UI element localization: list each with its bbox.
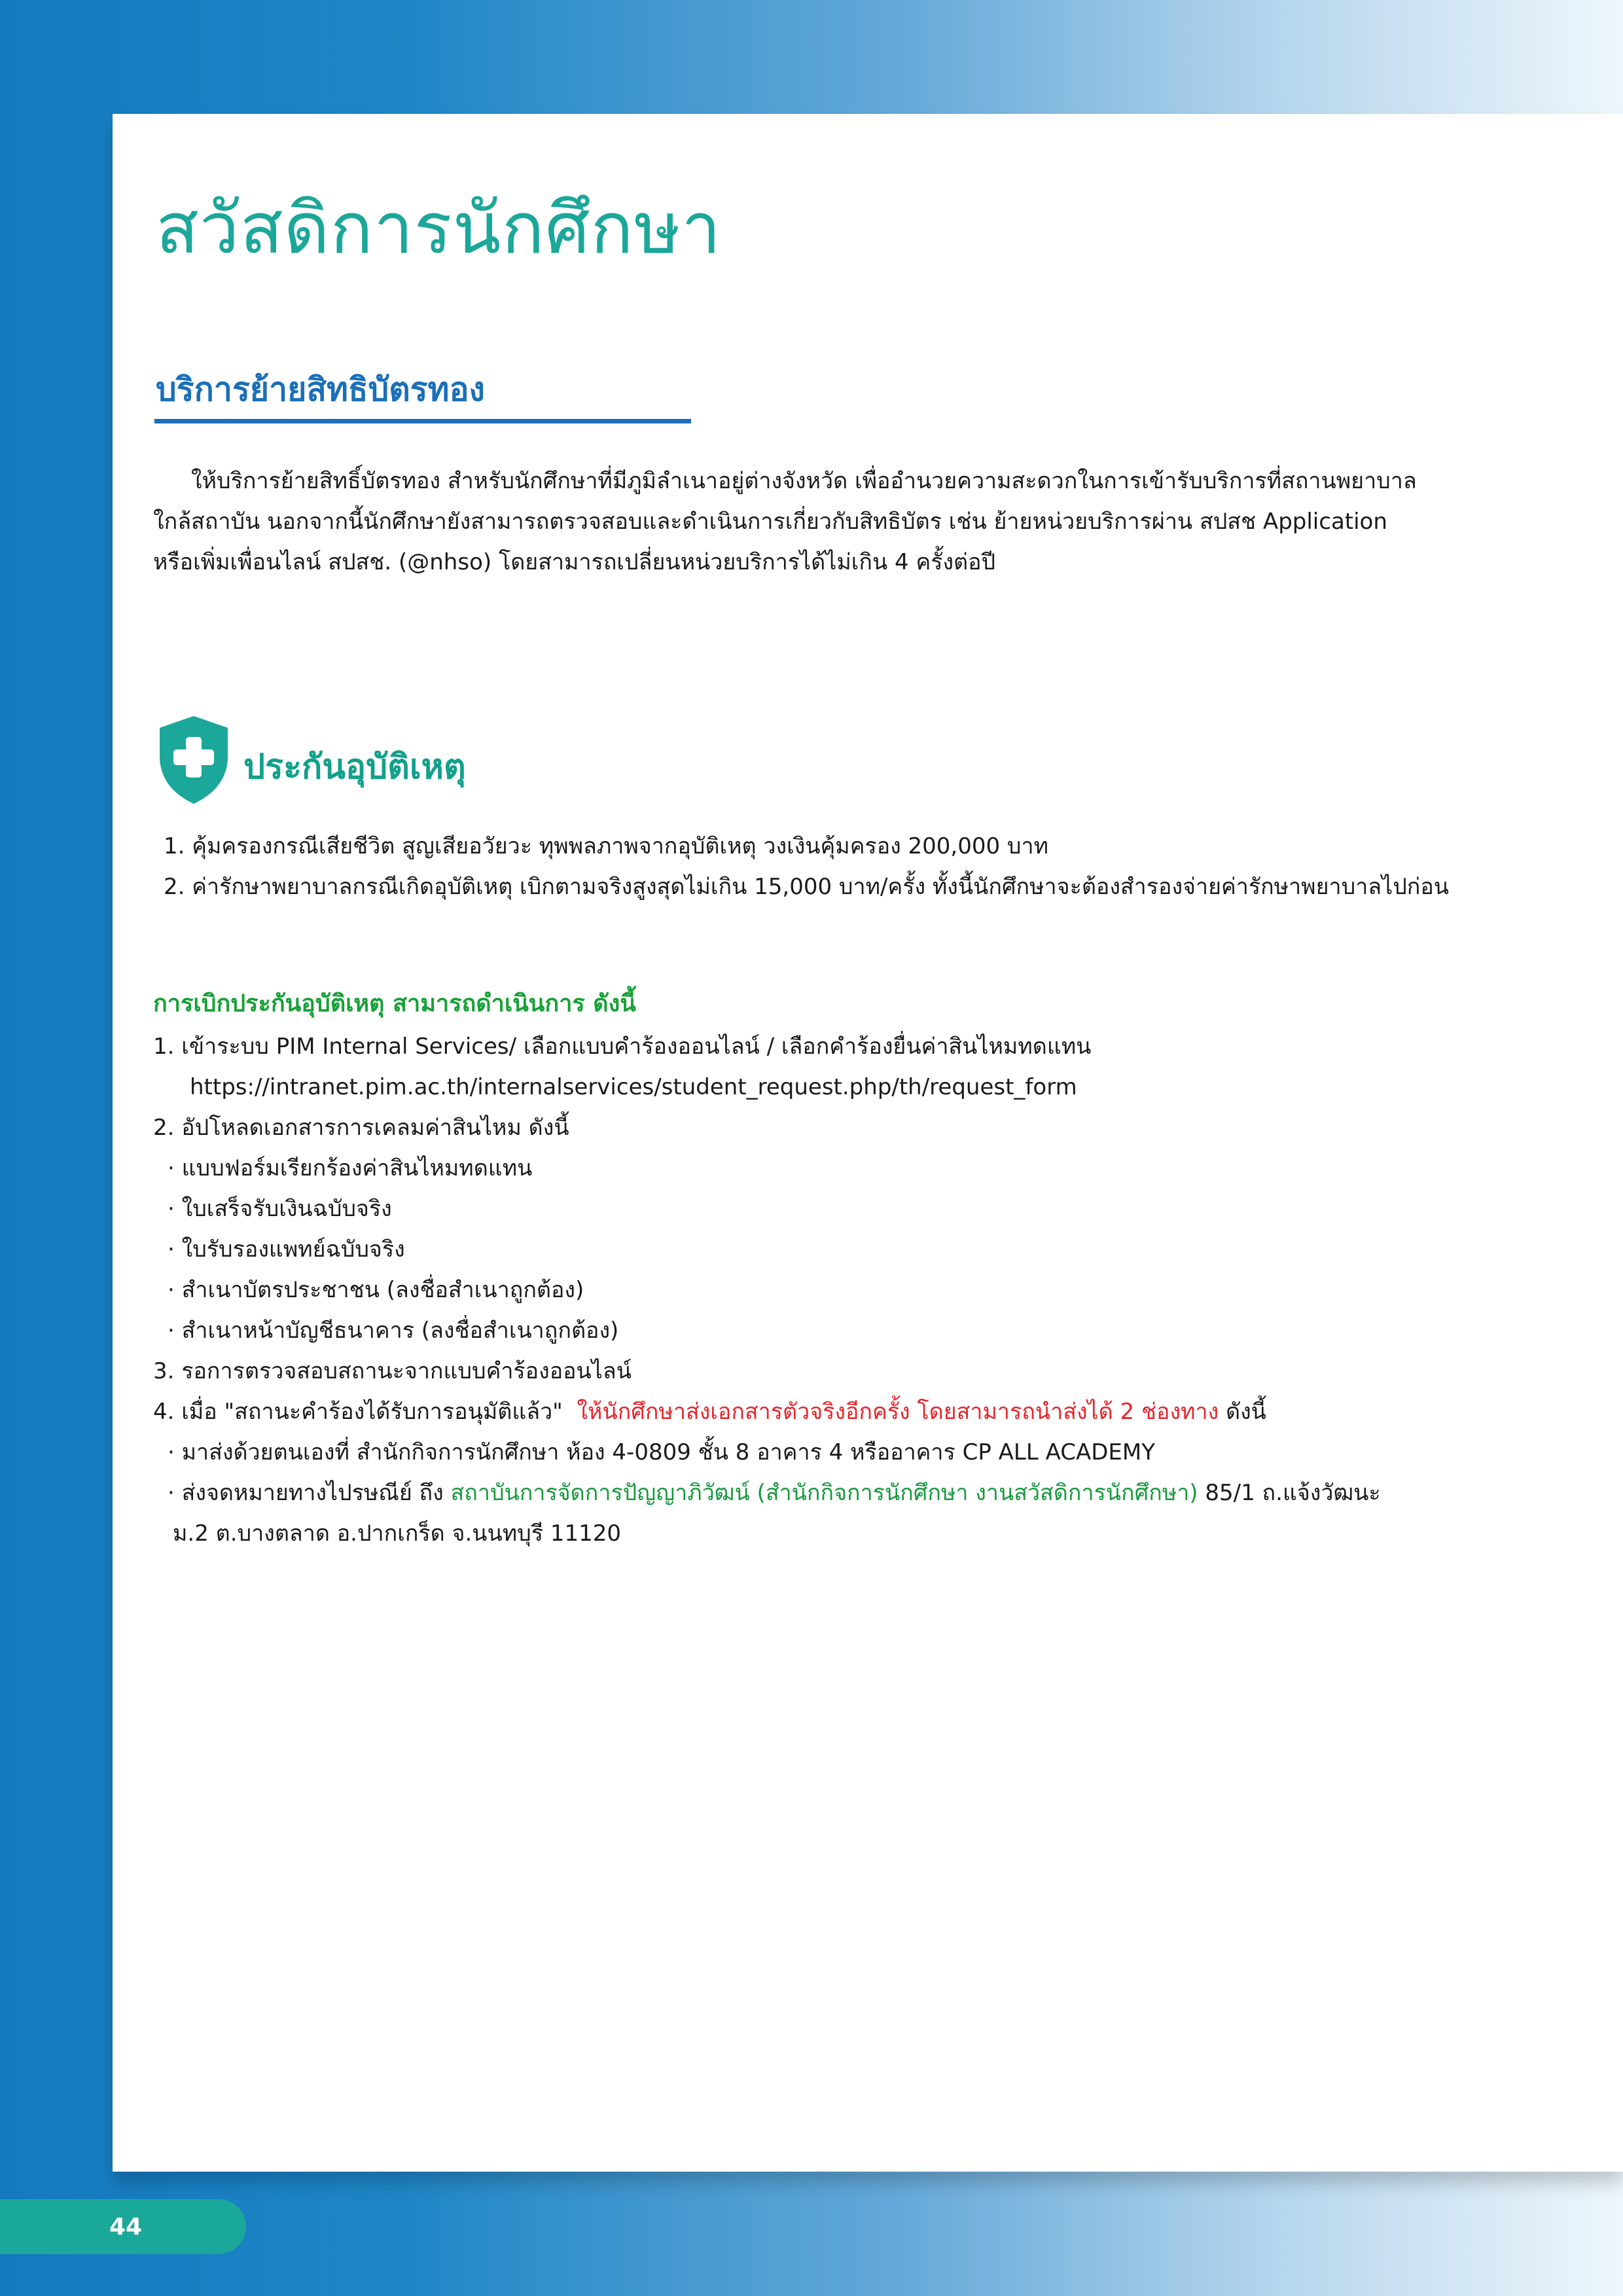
page-number-badge: 44 <box>0 2199 246 2254</box>
gold-card-heading: บริการย้ายสิทธิบัตรทอง <box>156 370 485 408</box>
step-4 <box>153 1391 1613 1432</box>
channel-mail-recipient: สถาบันการจัดการปัญญาภิวัฒน์ (สำนักกิจการนักศึกษา งานสวัสดิการนักศึกษา) <box>450 1480 1198 1506</box>
paragraph-line: หรือเพิ่มเพื่อนไลน์ สปสช. (@nhso) โดยสามารถเปลี่ยนหน่วยบริการได้ไม่เกิน 4 ครั้งต่อปี <box>153 549 996 575</box>
channel-mail-address-cont: ม.2 ต.บางตลาด อ.ปากเกร็ด จ.นนทบุรี 11120 <box>173 1520 621 1547</box>
document-item: · สำเนาหน้าบัญชีธนาคาร (ลงชื่อสำเนาถูกต้อง) <box>168 1318 619 1344</box>
channel-mail <box>153 1473 1613 1513</box>
claim-steps <box>153 1026 1613 1554</box>
shield-plus-icon <box>154 713 233 806</box>
channel-mail-address: 85/1 ถ.แจ้งวัฒนะ <box>1205 1480 1381 1506</box>
list-item: 1. คุ้มครองกรณีเสียชีวิต สูญเสียอวัยวะ ทุพพลภาพจากอุบัติเหตุ วงเงินคุ้มครอง 200,000 บาท <box>164 833 1049 859</box>
step-4-suffix: ดังนี้ <box>1226 1399 1266 1425</box>
paragraph-line: ใกล้สถาบัน นอกจากนี้นักศึกษายังสามารถตรวจสอบและดำเนินการเกี่ยวกับสิทธิบัตร เช่น ย้ายหน่วยบริการผ่าน สปสช Application <box>153 509 1387 535</box>
claim-heading: การเบิกประกันอุบัติเหตุ สามารถดำเนินการ ดังนี้ <box>153 990 636 1017</box>
insurance-list <box>156 826 1609 907</box>
list-item: 2. ค่ารักษาพยาบาลกรณีเกิดอุบัติเหตุ เบิกตามจริงสูงสุดไม่เกิน 15,000 บาท/ครั้ง ทั้งนี้นักศึกษาจะต้องสำรองจ่ายค่ารักษาพยาบาลไปก่อน <box>164 874 1450 900</box>
page-title: สวัสดิการนักศึกษา <box>156 188 722 270</box>
insurance-heading: ประกันอุบัติเหตุ <box>243 747 466 787</box>
step-1: 1. เข้าระบบ PIM Internal Services/ เลือกแบบคำร้องออนไลน์ / เลือกคำร้องยื่นค่าสินไหมทดแทน <box>153 1033 1092 1060</box>
step-4-prefix: 4. เมื่อ "สถานะคำร้องได้รับการอนุมัติแล้ว" <box>153 1399 563 1425</box>
document-item: · สำเนาบัตรประชาชน (ลงชื่อสำเนาถูกต้อง) <box>168 1277 584 1303</box>
step-4-highlight: ให้นักศึกษาส่งเอกสารตัวจริงอีกครั้ง โดยสามารถนำส่งได้ 2 ช่องทาง <box>577 1399 1219 1425</box>
section-underline <box>154 419 691 423</box>
gold-card-paragraph <box>153 461 1580 583</box>
channel-in-person: · มาส่งด้วยตนเองที่ สำนักกิจการนักศึกษา ห้อง 4-0809 ชั้น 8 อาคาร 4 หรืออาคาร CP ALL ACADEMY <box>168 1439 1156 1465</box>
step-3: 3. รอการตรวจสอบสถานะจากแบบคำร้องออนไลน์ <box>153 1358 632 1384</box>
document-page <box>113 114 1623 2172</box>
document-item: · ใบเสร็จรับเงินฉบับจริง <box>168 1196 392 1222</box>
document-item: · แบบฟอร์มเรียกร้องค่าสินไหมทดแทน <box>168 1155 533 1181</box>
channel-mail-prefix: · ส่งจดหมายทางไปรษณีย์ ถึง <box>168 1480 444 1506</box>
step-2: 2. อัปโหลดเอกสารการเคลมค่าสินไหม ดังนี้ <box>153 1115 569 1141</box>
document-item: · ใบรับรองแพทย์ฉบับจริง <box>168 1236 405 1263</box>
request-form-link[interactable]: https://intranet.pim.ac.th/internalservices/student_request.php/th/request_form <box>190 1074 1077 1100</box>
paragraph-line: ให้บริการย้ายสิทธิ์บัตรทอง สำหรับนักศึกษาที่มีภูมิลำเนาอยู่ต่างจังหวัด เพื่ออำนวยความสะดวกในการเข้ารับบริการที่สถานพยาบาล <box>191 468 1417 494</box>
